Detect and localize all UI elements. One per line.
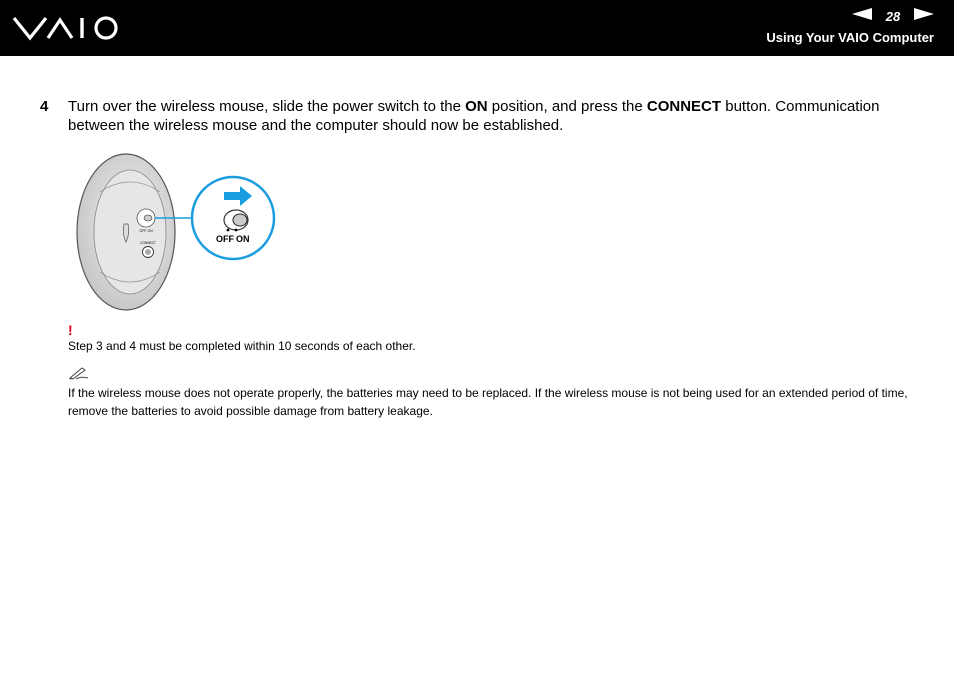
off-label: OFF xyxy=(216,234,234,244)
on-keyword: ON xyxy=(465,98,488,115)
small-switch-label: OFF ON xyxy=(139,229,153,233)
pencil-note-icon xyxy=(68,366,90,380)
note-text: If the wireless mouse does not operate properly, the batteries may need to be replaced. If the wireless mouse is not being used for an extended period of time, remove the batteries to avoid possible damage from battery leakage. xyxy=(68,386,908,418)
caution-icon: ! xyxy=(68,322,73,338)
mouse-underside-illustration xyxy=(74,152,284,314)
connect-small-label: CONNECT xyxy=(140,241,156,245)
step-text-part-2: position, and press the xyxy=(487,98,647,115)
vaio-logo xyxy=(12,14,122,42)
page-header xyxy=(0,0,954,56)
section-title: Using Your VAIO Computer xyxy=(766,30,934,45)
step-number: 4 xyxy=(40,98,49,115)
page-number: 28 xyxy=(885,8,901,24)
left-triangle-arrow-icon[interactable] xyxy=(852,7,872,25)
page-navigation xyxy=(852,7,934,25)
step-text-part-1: Turn over the wireless mouse, slide the power switch to the xyxy=(68,98,466,115)
connect-keyword: CONNECT xyxy=(646,98,722,115)
caution-text: Step 3 and 4 must be completed within 10 seconds of each other. xyxy=(68,339,416,353)
step-text-part-3: button. Communication between the wireless mouse and the computer should now be established. xyxy=(68,98,880,134)
step-text xyxy=(68,97,918,135)
right-triangle-arrow-icon[interactable] xyxy=(914,7,934,25)
on-label: ON xyxy=(236,234,250,244)
